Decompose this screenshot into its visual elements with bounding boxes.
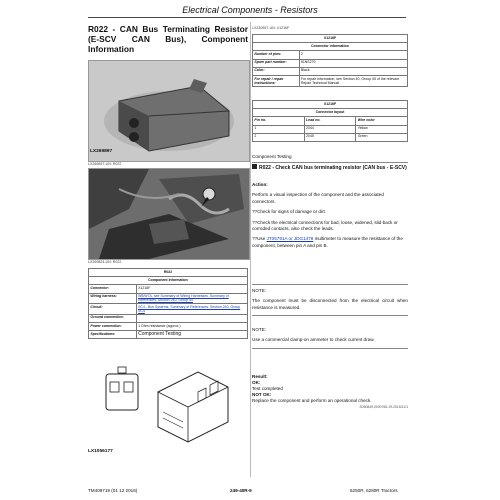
table-row	[89, 293, 248, 304]
header-rule	[88, 17, 406, 18]
table-row	[253, 125, 408, 133]
table-row	[253, 67, 408, 75]
multimeter-link[interactable]: JT05791A or JDG1478	[266, 236, 314, 242]
right-column	[252, 22, 408, 482]
check-title	[252, 164, 408, 171]
table-row	[89, 314, 248, 322]
ok-text: Test completed	[252, 386, 283, 391]
component-testing-heading: Component Testing	[252, 154, 292, 159]
row-value: X1216F	[136, 285, 247, 293]
notok-label: NOT OK:	[252, 392, 272, 397]
check-header-bar	[252, 162, 408, 163]
column-header: Pin no.	[253, 117, 305, 125]
resistor-photo-art	[89, 61, 249, 161]
column-separator	[250, 22, 251, 477]
result-label: Result:	[252, 374, 268, 379]
notok-text: Replace the component and perform an operational check.	[252, 398, 372, 403]
action-label: Action:	[252, 182, 268, 187]
row-value: For repair information, see Section 40, Group 05 of the relevant Repair Technical Manual	[299, 75, 408, 86]
table-row	[253, 51, 408, 59]
row-label: Connector:	[89, 285, 137, 293]
row-label: For repair / repair instructions:	[253, 75, 300, 86]
step4-prefix: ??Use	[252, 236, 267, 242]
table-row	[253, 59, 408, 67]
note-1	[252, 284, 408, 316]
table-header-row	[253, 117, 408, 125]
connector-info-table	[252, 34, 408, 87]
table-row	[253, 133, 408, 141]
row-label: Specifications:	[89, 331, 137, 339]
connector-drawing	[88, 352, 248, 447]
resistor-photo	[88, 60, 250, 162]
row-value	[136, 314, 247, 322]
color-cell: Green	[356, 133, 408, 141]
lead-cell: 2044	[304, 125, 356, 133]
lead-cell: 2045	[304, 133, 356, 141]
column-header: Wire color	[356, 117, 408, 125]
connector-table-title: X1216F	[253, 35, 408, 43]
note-2	[252, 327, 408, 349]
note-1-text: The component must be disconnected from the electrical circuit when resistance is measured.	[252, 298, 408, 310]
component-testing-link[interactable]: Component Testing	[136, 331, 247, 339]
row-value: 1 Ohm resistance (approx.)	[136, 322, 247, 330]
ok-label: OK:	[252, 380, 261, 385]
result-block	[252, 374, 408, 410]
component-info-table	[88, 268, 248, 339]
procedure-step-2: ??Check for signs of damage or dirt.	[252, 209, 327, 215]
connector-table-subtitle: Connector information	[253, 43, 408, 51]
photo1-caption: LX269897-UN: R022	[88, 162, 122, 166]
row-value-link[interactable]: SC4 - Bus Systems, Summary of References. Section 240, Group SC4	[136, 304, 247, 315]
note-2-text: Use a commercial clamp-on ammeter to check current draw.	[252, 337, 375, 343]
footer-left: TM409719 (01 12 2016)	[88, 488, 138, 493]
connector-photo-label: LX230557-UN: X1216F	[252, 26, 290, 30]
row-label: Spare part number:	[253, 59, 300, 67]
note-1-label: NOTE:	[252, 288, 267, 293]
pin-cell: 1	[253, 125, 305, 133]
layout-table-subtitle: Connector layout	[253, 109, 408, 117]
table-row	[89, 322, 248, 330]
note-2-label: NOTE:	[252, 327, 267, 332]
connector-layout-table	[252, 100, 408, 142]
table-row	[89, 304, 248, 315]
row-label: Number of pins:	[253, 51, 300, 59]
color-cell: Yellow	[356, 125, 408, 133]
procedure-text	[252, 182, 408, 253]
note-2-rule-bottom	[252, 348, 408, 349]
row-value: Black	[299, 67, 408, 75]
component-table-title: R022	[89, 269, 248, 277]
left-column	[88, 22, 248, 482]
row-value: 2	[299, 51, 408, 59]
note-1-rule-top	[252, 284, 408, 285]
pin-cell: 2	[253, 133, 305, 141]
connector-drawing-art	[88, 352, 248, 447]
row-value: 51NS279	[299, 59, 408, 67]
procedure-step-1: Perform a visual inspection of the component and the associated connectors.	[252, 192, 384, 204]
photo2-caption: LX269824-UN: R022	[88, 260, 122, 264]
procedure-step-3: ??Check the electrical connections for bad, loose, widened, slid-back or corroded contacts, also check the leads.	[252, 219, 398, 232]
table-row	[89, 285, 248, 293]
note-1-rule-bottom	[252, 315, 408, 316]
step4-suffix: multimeter to measure the resistance of the component, between pin A and pin B.	[252, 236, 403, 248]
row-label: Power connection:	[89, 322, 137, 330]
component-title: R022 - CAN Bus Terminating Resistor (E-SCV CAN Bus), Component Information	[88, 24, 248, 54]
page-header-title: Electrical Components - Resistors	[182, 5, 318, 15]
reference-code: JD60849,0000766-19-2016/11/1	[359, 405, 408, 409]
procedure-step-4	[252, 236, 408, 249]
tractor-photo-art	[89, 169, 249, 259]
check-title-text: R022 - Check CAN bus terminating resistor (CAN bus - E-SCV)	[259, 165, 407, 171]
tractor-location-photo	[88, 168, 250, 260]
table-row	[89, 331, 248, 339]
photo1-label: LX269897	[90, 149, 113, 154]
collapse-toggle-icon[interactable]	[252, 164, 257, 169]
row-value-link[interactable]: W5/W7A, see Summary of Wiring Harnesses. Summary of References. Section 240, Group 40	[136, 293, 247, 304]
row-label: Color:	[253, 67, 300, 75]
row-label: Wiring harness:	[89, 293, 137, 304]
layout-table-title: X1216F	[253, 101, 408, 109]
drawing-label: LX1056177	[88, 449, 113, 454]
row-label: Circuit:	[89, 304, 137, 315]
column-header: Lead no.	[304, 117, 356, 125]
row-label: Ground connection:	[89, 314, 137, 322]
component-table-subtitle: Component Information	[89, 277, 248, 285]
footer-page-number: 249-40R-9	[230, 488, 252, 493]
table-row	[253, 75, 408, 86]
footer-right: 6250R, 6280R Tractors	[350, 488, 398, 493]
